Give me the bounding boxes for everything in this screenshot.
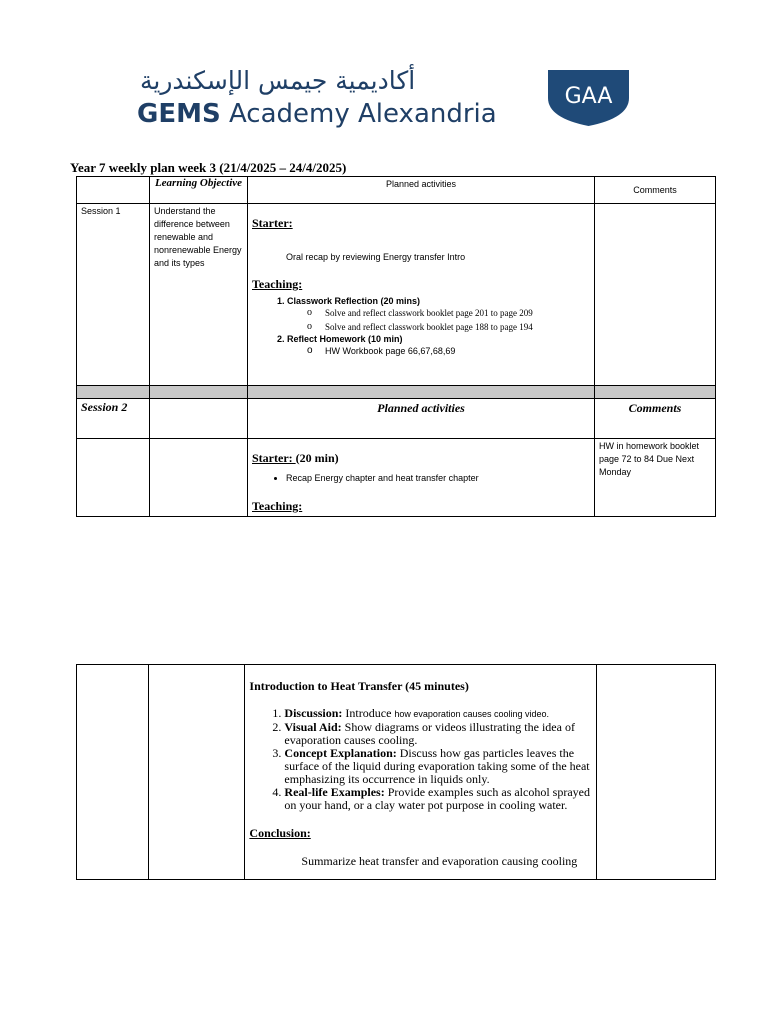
- logo-shield-icon: [548, 70, 629, 126]
- logo-english-text: [137, 99, 497, 129]
- header-empty-cell: [77, 177, 150, 204]
- session1-objective: Understand the difference between renewable and nonrenewable Energy and its types: [150, 204, 248, 386]
- session2-activities: [248, 439, 595, 517]
- teaching-item-2: 2. Reflect Homework (10 min) o HW Workbook page 66,67,68,69: [287, 334, 590, 358]
- logo-bold: GEMS: [137, 99, 221, 129]
- session1-comments: [595, 204, 716, 386]
- sub-item: o HW Workbook page 66,67,68,69: [307, 344, 590, 358]
- sub-item: o Solve and reflect classwork booklet page 201 to page 209: [307, 306, 590, 320]
- session2-empty-cell: [150, 439, 248, 517]
- session2-starter: Starter: (20 min): [252, 451, 339, 465]
- session1-activities: [248, 204, 595, 386]
- session2-objective: [150, 399, 248, 439]
- session2-teaching-heading: Teaching:: [252, 499, 303, 513]
- conclusion-heading: Conclusion:: [249, 826, 311, 840]
- logo-arabic-text: أكاديمية جيمس الإسكندرية: [140, 66, 416, 95]
- teaching-heading: Teaching:: [252, 277, 303, 291]
- intro-list: [249, 707, 591, 812]
- separator-row: [77, 386, 716, 399]
- teaching-list: [252, 296, 590, 358]
- plan-table-2: [76, 664, 716, 880]
- plan-table-1: [76, 176, 716, 517]
- session2-label: Session 2: [77, 399, 150, 439]
- session2-comments-header: Comments: [595, 399, 716, 439]
- intro-item-2: 2. Visual Aid: Show diagrams or videos illustrating the idea of evaporation causes cooling.: [284, 721, 591, 747]
- page-title: Year 7 weekly plan week 3 (21/4/2025 – 24/4/2025): [70, 160, 347, 175]
- session2-comment: HW in homework booklet page 72 to 84 Due Next Monday: [595, 439, 716, 517]
- session2-bullet: • Recap Energy chapter and heat transfer chapter: [286, 472, 590, 485]
- t2-empty-cell: [77, 665, 149, 880]
- intro-item-1: 1. Discussion: Introduce how evaporation causes cooling video.: [284, 707, 591, 721]
- starter-text: Oral recap by reviewing Energy transfer Intro: [286, 252, 466, 262]
- t2-activities: [245, 665, 596, 880]
- teaching-item-2-sublist: [287, 344, 590, 358]
- starter-heading: Starter:: [252, 216, 293, 230]
- conclusion-text: Summarize heat transfer and evaporation causing cooling: [301, 854, 578, 868]
- sub-item: o Solve and reflect classwork booklet page 188 to page 194: [307, 320, 590, 334]
- session2-empty-cell: [77, 439, 150, 517]
- t2-comments: [596, 665, 715, 880]
- logo-badge-text: GAA: [564, 84, 613, 109]
- header-planned-activities: Planned activities: [248, 177, 595, 204]
- header-comments: Comments: [595, 177, 716, 204]
- intro-item-4: 4. Real-life Examples: Provide examples such as alcohol sprayed on your hand, or a clay water pot purpose in cooling water.: [284, 786, 591, 812]
- session2-bullets: [252, 472, 590, 485]
- teaching-item-1: 1. Classwork Reflection (20 mins) o Solve and reflect classwork booklet page 201 to page 209 o Solve and reflect classwork booklet page 188 to page 194: [287, 296, 590, 334]
- logo-rest: Academy Alexandria: [220, 99, 497, 129]
- session1-label: Session 1: [77, 204, 150, 386]
- intro-heading: Introduction to Heat Transfer (45 minutes): [249, 679, 469, 693]
- intro-item-3: 3. Concept Explanation: Discuss how gas particles leaves the surface of the liquid during evaporation taking some of the heat emphasizing its occurrence in liquids only.: [284, 747, 591, 786]
- teaching-item-1-sublist: [287, 306, 590, 334]
- header-learning-objective: Learning Objective: [150, 177, 248, 204]
- session2-planned-header: Planned activities: [248, 399, 595, 439]
- t2-empty-cell: [148, 665, 245, 880]
